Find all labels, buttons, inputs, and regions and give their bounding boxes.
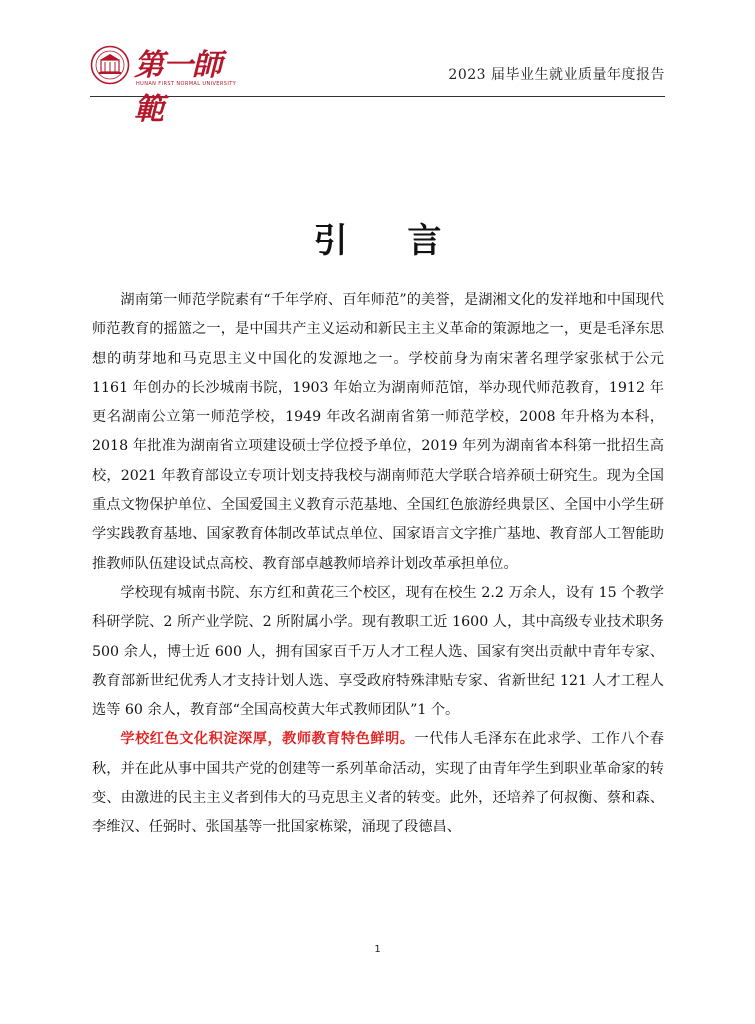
logo-subtitle: HUNAN FIRST NORMAL UNIVERSITY [136,81,237,87]
logo-wordmark: 第一師範 [134,48,221,127]
university-seal-icon [90,45,130,85]
university-logo [90,42,240,127]
document-body [92,286,664,843]
paragraph-text: 湖南第一师范学院素有“千年学府、百年师范”的美誉，是湖湘文化的发祥地和中国现代师范教育的摇篮之一，是中国共产主义运动和新民主主义革命的策源地之一，更是毛泽东思想的萌芽地和马克思主义中国化的发源地之一。学校前身为南宋著名理学家张栻于公元 1161 年创办的长沙城南书院，1903 年始立为湖南师范馆，举办现代师范教育，1912 年更名湖南公立第一师范学校，1949 年改名湖南省第一师范学校，2008 年升格为本科，2018 年批准为湖南省立项建设硕士学位授予单位，2019 年列为湖南省本科第一批招生高校，2021 年教育部设立专项计划支持我校与湖南师范大学联合培养硕士研究生。现为全国重点文物保护单位、全国爱国主义教育示范基地、全国红色旅游经典景区、全国中小学生研学实践教育基地、国家教育体制改革试点单位、国家语言文字推广基地、教育部人工智能助推教师队伍建设试点高校、教育部卓越教师培养计划改革承担单位。 [92,292,664,572]
paragraph-intro [92,286,664,579]
page-title: 引 言 [313,221,466,261]
paragraph-red-culture [92,725,664,842]
page-number: 1 [374,944,381,955]
paragraph-text: 一代伟人毛泽东在此求学、工作八个春秋，并在此从事中国共产党的创建等一系列革命活动，实现了由青年学生到职业革命家的转变、由激进的民主主义者到伟大的马克思主义者的转变。此外，还培养了何叔衡、蔡和森、李维汉、任弼时、张国基等一批国家栋梁，涌现了段德昌、 [92,731,664,836]
paragraph-text: 学校现有城南书院、东方红和黄花三个校区，现有在校生 2.2 万余人，设有 15 个教学科研学院、2 所产业学院、2 所附属小学。现有教职工近 1600 人，其中高级专业技术职务 500 余人，博士近 600 人，拥有国家百千万人才工程人选、国家有突出贡献中青年专家、教育部新世纪优秀人才支持计划人选、享受政府特殊津贴专家、省新世纪 121 人才工程人选等 60 余人，教育部“全国高校黄大年式教师团队”1 个。 [92,584,664,719]
highlighted-lead-sentence: 学校红色文化积淀深厚，教师教育特色鲜明。 [120,731,415,748]
paragraph-campus [92,579,664,725]
report-title: 2023 届毕业生就业质量年度报告 [448,67,665,83]
page-header [90,38,665,127]
